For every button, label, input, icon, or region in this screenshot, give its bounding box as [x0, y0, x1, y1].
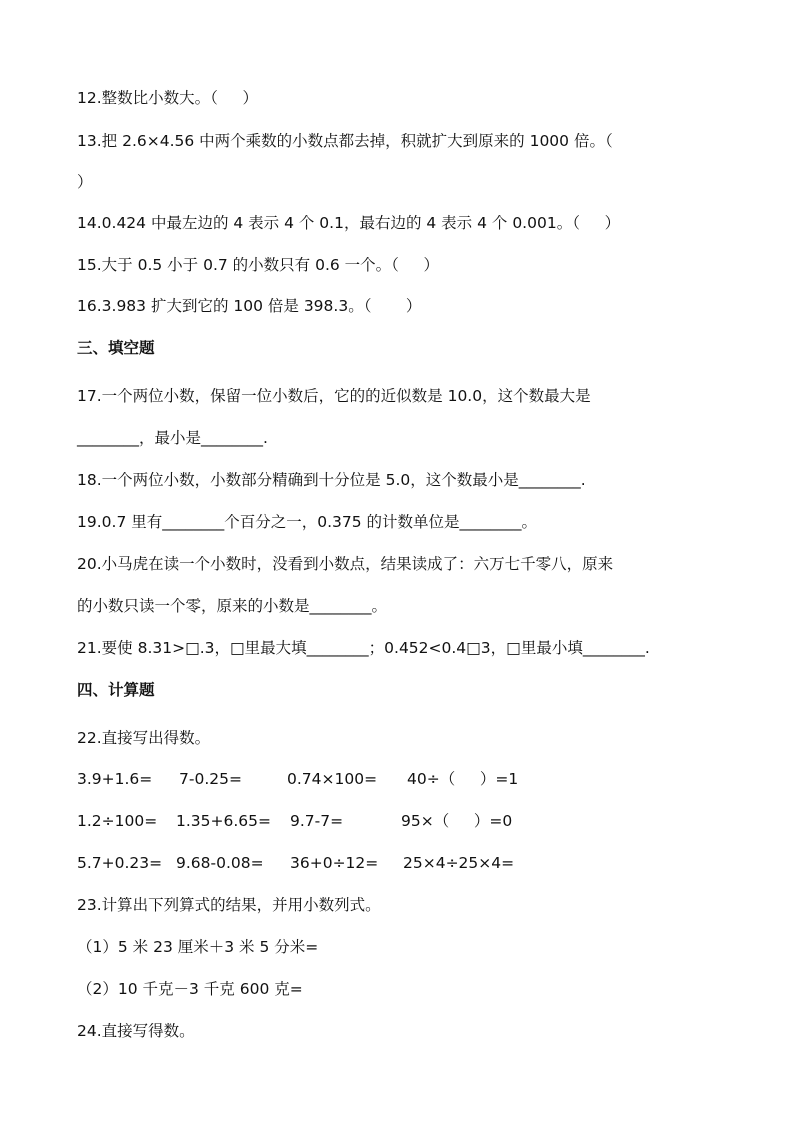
calc-item: 1.2÷100=: [77, 812, 158, 830]
question-14: 14.0.424 中最左边的 4 表示 4 个 0.1，最右边的 4 表示 4 个 0.001。（ ）: [77, 214, 621, 232]
section-heading-calculation: 四、计算题: [77, 681, 155, 699]
calc-item: 1.35+6.65=: [176, 812, 271, 830]
calc-item: 40÷（ ）=1: [407, 770, 519, 788]
question-23-part-2: （2）10 千克－3 千克 600 克=: [77, 980, 303, 998]
calc-item: 36+0÷12=: [290, 854, 379, 872]
calc-row: [77, 769, 717, 789]
question-13-continued: ）: [77, 173, 93, 191]
calc-item: 0.74×100=: [287, 770, 378, 788]
calc-row: [77, 853, 717, 873]
question-17-continued: ________，最小是________.: [77, 429, 268, 447]
question-12: 12.整数比小数大。（ ）: [77, 89, 259, 107]
question-15: 15.大于 0.5 小于 0.7 的小数只有 0.6 一个。（ ）: [77, 256, 440, 274]
question-20: 20.小马虎在读一个小数时，没看到小数点，结果读成了：六万七千零八，原来: [77, 555, 614, 573]
calc-item: 95×（ ）=0: [401, 812, 513, 830]
question-23: 23.计算出下列算式的结果，并用小数列式。: [77, 896, 381, 914]
question-20-continued: 的小数只读一个零，原来的小数是________。: [77, 597, 388, 615]
question-18: 18.一个两位小数，小数部分精确到十分位是 5.0，这个数最小是________.: [77, 471, 586, 489]
section-heading-fill-blank: 三、填空题: [77, 339, 155, 357]
calc-item: 5.7+0.23=: [77, 854, 163, 872]
question-13: 13.把 2.6×4.56 中两个乘数的小数点都去掉，积就扩大到原来的 1000 倍。（: [77, 132, 613, 150]
question-19: 19.0.7 里有________个百分之一，0.375 的计数单位是________。: [77, 513, 538, 531]
question-21: 21.要使 8.31>□.3，□里最大填________；0.452<0.4□3，□里最小填________.: [77, 639, 650, 657]
calc-item: 9.7-7=: [290, 812, 344, 830]
calc-item: 25×4÷25×4=: [403, 854, 515, 872]
calc-item: 9.68-0.08=: [176, 854, 264, 872]
question-23-part-1: （1）5 米 23 厘米＋3 米 5 分米=: [77, 938, 319, 956]
question-22: 22.直接写出得数。: [77, 729, 211, 747]
calc-row: [77, 811, 717, 831]
question-16: 16.3.983 扩大到它的 100 倍是 398.3。（ ）: [77, 297, 422, 315]
calc-item: 3.9+1.6=: [77, 770, 153, 788]
question-17: 17.一个两位小数，保留一位小数后，它的的近似数是 10.0，这个数最大是: [77, 387, 591, 405]
question-24: 24.直接写得数。: [77, 1022, 195, 1040]
calc-item: 7-0.25=: [179, 770, 242, 788]
